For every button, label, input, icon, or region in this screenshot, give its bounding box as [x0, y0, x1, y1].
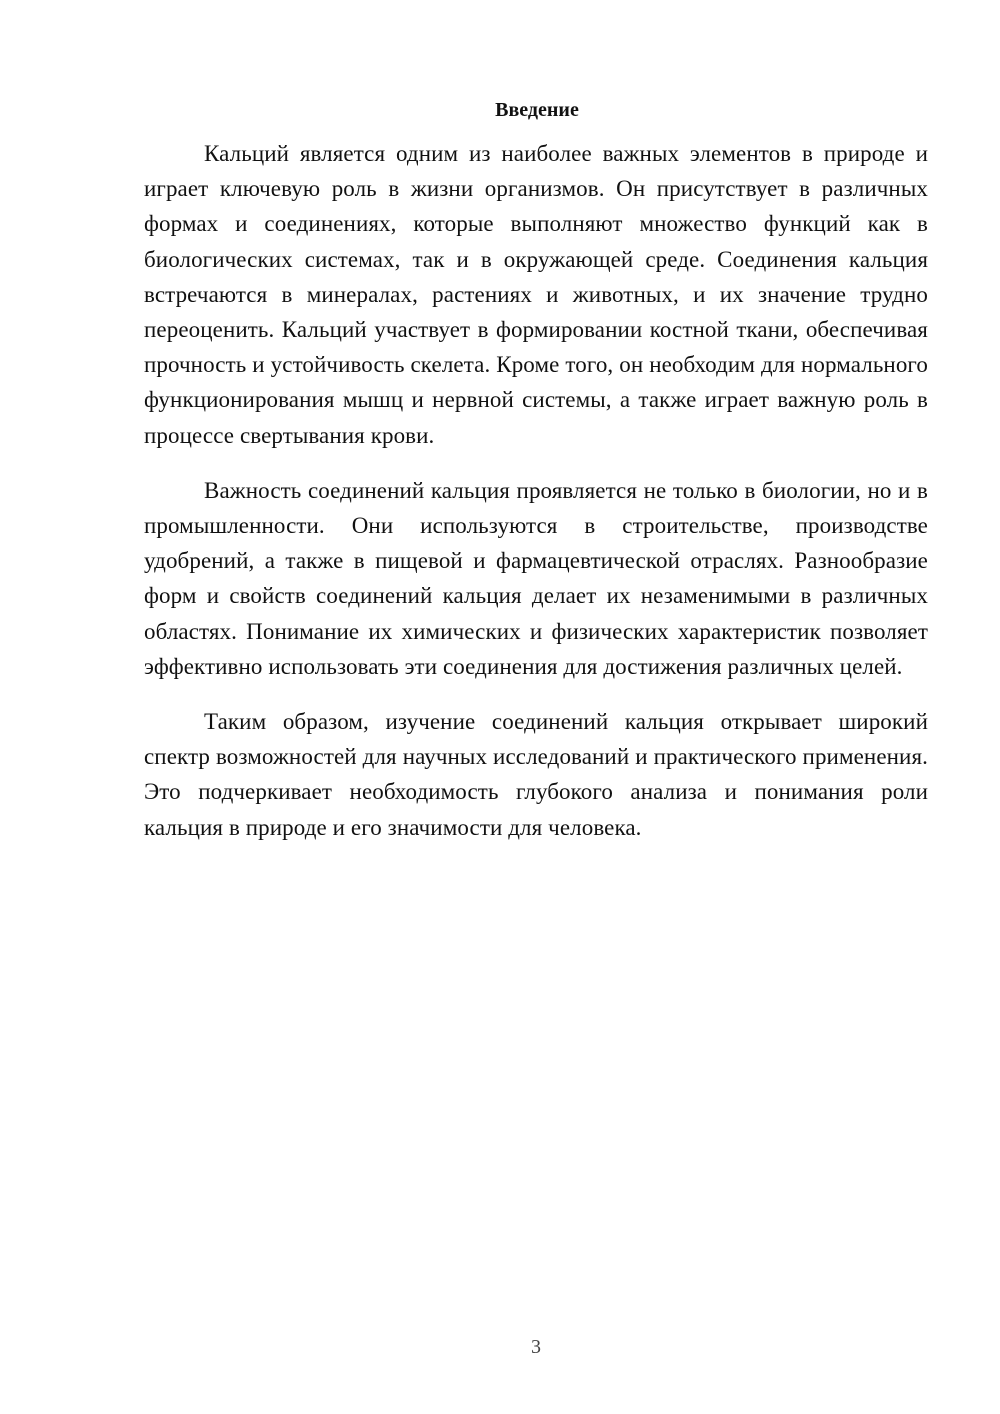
page-content: [144, 92, 928, 845]
page-number: 3: [531, 1336, 541, 1358]
paragraph-1: Кальций является одним из наиболее важных элементов в природе и играет ключевую роль в жизни организмов. Он присутствует в различных формах и соединениях, которые выполняют множество функций как в биологических системах, так и в окружающей среде. Соединения кальция встречаются в минералах, растениях и животных, и их значение трудно переоценить. Кальций участвует в формировании костной ткани, обеспечивая прочность и устойчивость скелета. Кроме того, он необходим для нормального функционирования мышц и нервной системы, а также играет важную роль в процессе свертывания крови.: [144, 141, 928, 448]
paragraph-2: Важность соединений кальция проявляется не только в биологии, но и в промышленности. Они используются в строительстве, производстве удобрений, а также в пищевой и фармацевтической отраслях. Разнообразие форм и свойств соединений кальция делает их незаменимыми в различных областях. Понимание их химических и физических характеристик позволяет эффективно использовать эти соединения для достижения различных целей.: [144, 477, 928, 679]
section-heading: Введение: [495, 99, 579, 121]
paragraph-3: Таким образом, изучение соединений кальция открывает широкий спектр возможностей для научных исследований и практического применения. Это подчеркивает необходимость глубокого анализа и понимания роли кальция в природе и его значимости для человека.: [144, 709, 928, 840]
